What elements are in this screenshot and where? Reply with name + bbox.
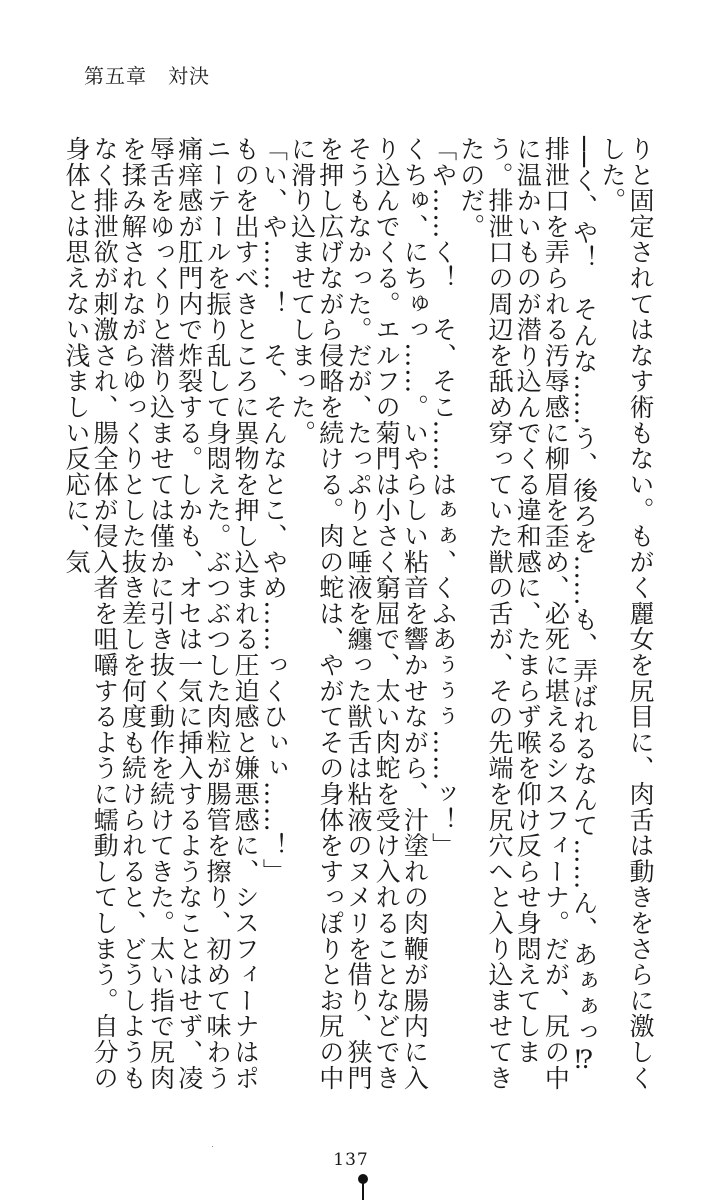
- page-number: 137: [333, 1150, 369, 1170]
- body-text: [61, 136, 655, 1096]
- bookmark-pin-icon: [358, 1174, 368, 1200]
- paragraph: りと固定されてはなす術もない。もがく麗女を尻目に、肉舌は動きをさらに激しくした。: [597, 136, 655, 1091]
- paragraph: 「い、や……！ そ、そんなとこ、やめ……っくひぃぃ……！」: [259, 136, 289, 885]
- paragraph: ──く、や！ そんな……う、後ろを……も、弄ばれるなんて……ん、あぁぁっ⁉: [569, 136, 599, 1075]
- paragraph: 「や……く！ そ、そこ……はぁぁ、くふあぅぅぅ……ッ！」: [428, 136, 458, 859]
- paragraph: ものを出すべきところに異物を押し込まれる圧迫感と嫌悪感に、シスフィーナはポニーテールを振り乱して身悶えた。ぶつぶつした肉粒が腸管を擦り、初めて味わう痛痒感が肛門内で炸裂する。しかも、オセは一気に挿入するようなことはせず、凌辱舌をゆっくりと潜り込ませては僅かに引き抜く動作を続けてきた。太い指で尻肉を揉み解されながらゆっくりとした抜き差しを何度も続けられると、どうしようもなく排泄欲が刺激され、腸全体が侵入者を咀嚼するように蠕動してしまう。自分の身体とは思えない浅ましい反応に、気: [61, 136, 261, 1091]
- print-speck: [212, 1146, 213, 1147]
- chapter-title: 第五章 対決: [84, 64, 210, 88]
- paragraph: くちゅ、にちゅっ……。いやらしい粘音を響かせながら、汁塗れの肉鞭が腸内に入り込んでくる。エルフの菊門は小さく窮屈で、太い肉蛇を受け入れることなどできそうもなかった。だが、たっぷりと唾液を纏った獣舌は粘液のヌメリを借り、狭門を押し広げながら侵略を続ける。肉の蛇は、やがてその身体をすっぽりとお尻の中に滑り込ませてしまった。: [287, 136, 430, 1091]
- pin-stem: [362, 1182, 364, 1200]
- paragraph: 排泄口を弄られる汚辱感に柳眉を歪め、必死に堪えるシスフィーナ。だが、尻の中に温かいものが潜り込んでくる違和感に、たまらず喉を仰け反らせ身悶えてしまう。排泄口の周辺を舐め穿っていた獣の舌が、その先端を尻穴へと入り込ませてきたのだ。: [456, 136, 571, 1091]
